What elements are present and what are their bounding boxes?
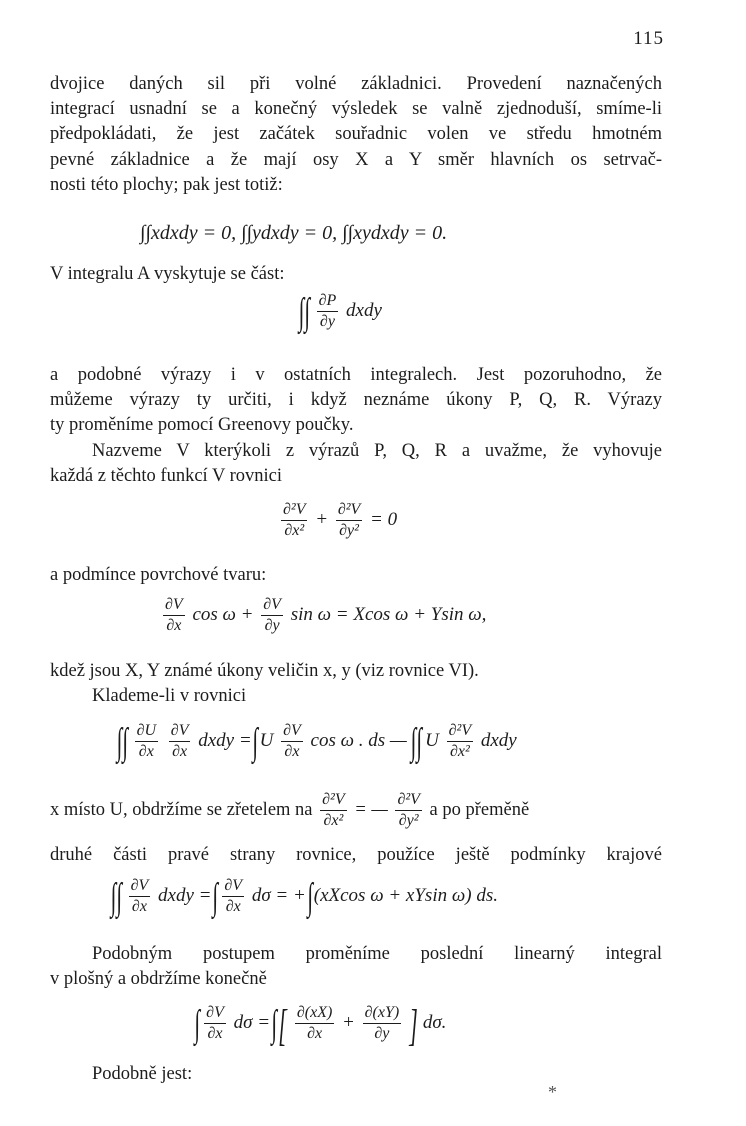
paragraph-line: kdež jsou X, Y známé úkony veličin x, y (viz rovnice VI).: [50, 661, 479, 681]
equation-final: ∫ $\frac{\partial V}{\partial x}$ dσ = ∫ [ $\frac{\partial(xX)}{\partial x}$ + $\frac{\partial(xY)}{\partial y}$ ] dσ.: [194, 1001, 447, 1050]
paragraph-line: a podmínce povrchové tvaru:: [50, 565, 267, 585]
paragraph-line: v plošný a obdržíme konečně: [50, 969, 267, 989]
paragraph-line: můžeme výrazy ty určiti, i když neznáme úkony P, Q, R. Výrazy: [50, 390, 662, 410]
paragraph-line: ty proměníme pomocí Greenovy poučky.: [50, 415, 354, 435]
paragraph-line: pevné základnice a že mají osy X a Y směr hlavních os setrvač-: [50, 150, 662, 170]
equation-boundary-condition: $\frac{\partial V}{\partial x}$ cos ω + $\frac{\partial V}{\partial y}$ sin ω = Xcos ω + Ysin ω,: [165, 596, 487, 634]
page-number: 115: [633, 28, 664, 49]
equation-partial-p: ∫∫ $\frac{\partial P}{\partial y}$ dxdy: [298, 291, 382, 333]
paragraph-line: a podobné výrazy i v ostatních integralech. Jest pozoruhodno, že: [50, 365, 662, 385]
paragraph-line: integrací usnadní se a konečný výsledek se valně zjednoduší, smíme-li: [50, 99, 662, 119]
paragraph-line: druhé části pravé strany rovnice, použíce ještě podmínky krajové: [50, 845, 662, 865]
footer-asterisk: *: [548, 1082, 557, 1102]
paragraph-line: dvojice daných sil při volné základnici. Provedení naznačených: [50, 74, 662, 94]
paragraph-line: nosti této plochy; pak jest totiž:: [50, 175, 283, 195]
paragraph-line: předpokládati, že jest začátek souřadnic volen ve středu hmotném: [50, 124, 662, 144]
paragraph-with-fractions: x místo U, obdržíme se zřetelem na $\frac{\text{∂²V}}{\text{∂x²}}$ = — $\frac{\text{∂²V}}{\text{∂y²}}$ a po přeměně: [50, 791, 530, 829]
equation-boundary-integral: ∫∫ $\frac{\partial V}{\partial x}$ dxdy = ∫ $\frac{\partial V}{\partial x}$ dσ = + ∫ (xXcos ω + xYsin ω) ds.: [110, 876, 498, 918]
paragraph-line: Podobně jest:: [92, 1064, 193, 1084]
paragraph-line: Podobným postupem proměníme poslední linearný integral: [92, 944, 662, 964]
equation-integrals-zero: ∫∫xdxdy = 0, ∫∫ydxdy = 0, ∫∫xydxdy = 0.: [140, 222, 448, 244]
paragraph-line: každá z těchto funkcí V rovnici: [50, 466, 283, 486]
equation-green: ∫∫ $\frac{\partial U}{\partial x}$ $\frac{\partial V}{\partial x}$ dxdy = ∫ U $\frac{\partial V}{\partial x}$ cos ω . ds — ∫∫ U $\frac{\text{∂²V}}{\text{∂x²}}$ dxdy: [116, 721, 517, 763]
paragraph-line: Klademe-li v rovnici: [92, 686, 247, 706]
paragraph-line: V integralu A vyskytuje se část:: [50, 264, 285, 284]
equation-laplace: $\frac{\text{∂²V}}{\text{∂x²}}$ + $\frac{\text{∂²V}}{\text{∂y²}}$ = 0: [283, 501, 398, 539]
paragraph-line: Nazveme V kterýkoli z výrazů P, Q, R a uvažme, že vyhovuje: [92, 441, 662, 461]
